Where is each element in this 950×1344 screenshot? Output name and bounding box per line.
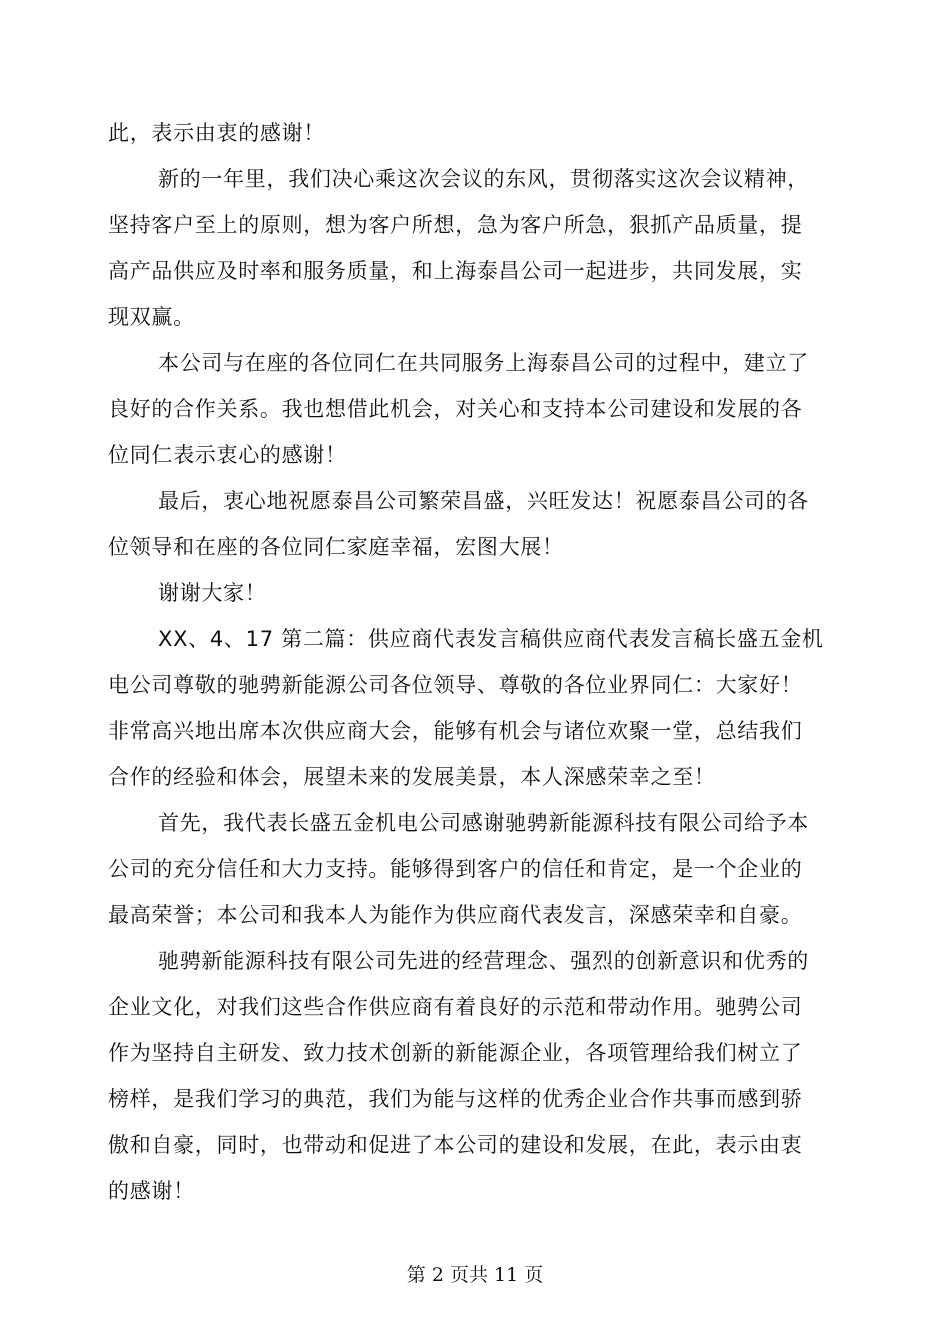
text-line-6: 本公司与在座的各位同仁在共同服务上海泰昌公司的过程中，建立了 [158,351,809,375]
text-line-11: 谢谢大家！ [158,581,267,605]
text-line-17: 公司的充分信任和大力支持。能够得到客户的信任和肯定，是一个企业的 [108,857,803,881]
text-line-15: 合作的经验和体会，展望未来的发展美景，本人深感荣幸之至！ [108,765,716,789]
text-line-20: 企业文化，对我们这些合作供应商有着良好的示范和带动作用。驰骋公司 [108,995,803,1019]
text-line-14: 非常高兴地出席本次供应商大会，能够有机会与诸位欢聚一堂，总结我们 [108,719,803,743]
text-line-16: 首先，我代表长盛五金机电公司感谢驰骋新能源科技有限公司给予本 [158,811,809,835]
text-line-18: 最高荣誉；本公司和我本人为能作为供应商代表发言，深感荣幸和自豪。 [108,903,803,927]
page-number-footer: 第 2 页共 11 页 [406,1264,544,1286]
text-line-1: 此，表示由衷的感谢！ [108,121,325,145]
text-line-7: 良好的合作关系。我也想借此机会，对关心和支持本公司建设和发展的各 [108,397,803,421]
text-line-10: 位领导和在座的各位同仁家庭幸福，宏图大展！ [108,535,564,559]
text-line-19: 驰骋新能源科技有限公司先进的经营理念、强烈的创新意识和优秀的 [158,949,809,973]
text-line-4: 高产品供应及时率和服务质量，和上海泰昌公司一起进步，共同发展，实 [108,259,803,283]
text-line-5: 现双赢。 [108,305,195,329]
text-line-21: 作为坚持自主研发、致力技术创新的新能源企业，各项管理给我们树立了 [108,1041,803,1065]
text-line-12: XX、4、17 第二篇：供应商代表发言稿供应商代表发言稿长盛五金机 [158,627,824,651]
text-line-24: 的感谢！ [108,1179,195,1203]
text-line-9: 最后，衷心地祝愿泰昌公司繁荣昌盛，兴旺发达！祝愿泰昌公司的各 [158,489,809,513]
text-line-8: 位同仁表示衷心的感谢！ [108,443,347,467]
text-line-2: 新的一年里，我们决心乘这次会议的东风，贯彻落实这次会议精神， [158,167,809,191]
text-line-23: 傲和自豪，同时，也带动和促进了本公司的建设和发展，在此，表示由衷 [108,1133,803,1157]
text-line-22: 榜样，是我们学习的典范，我们为能与这样的优秀企业合作共事而感到骄 [108,1087,803,1111]
text-line-13: 电公司尊敬的驰骋新能源公司各位领导、尊敬的各位业界同仁：大家好！ [108,673,803,697]
text-line-3: 坚持客户至上的原则，想为客户所想，急为客户所急，狠抓产品质量，提 [108,213,803,237]
